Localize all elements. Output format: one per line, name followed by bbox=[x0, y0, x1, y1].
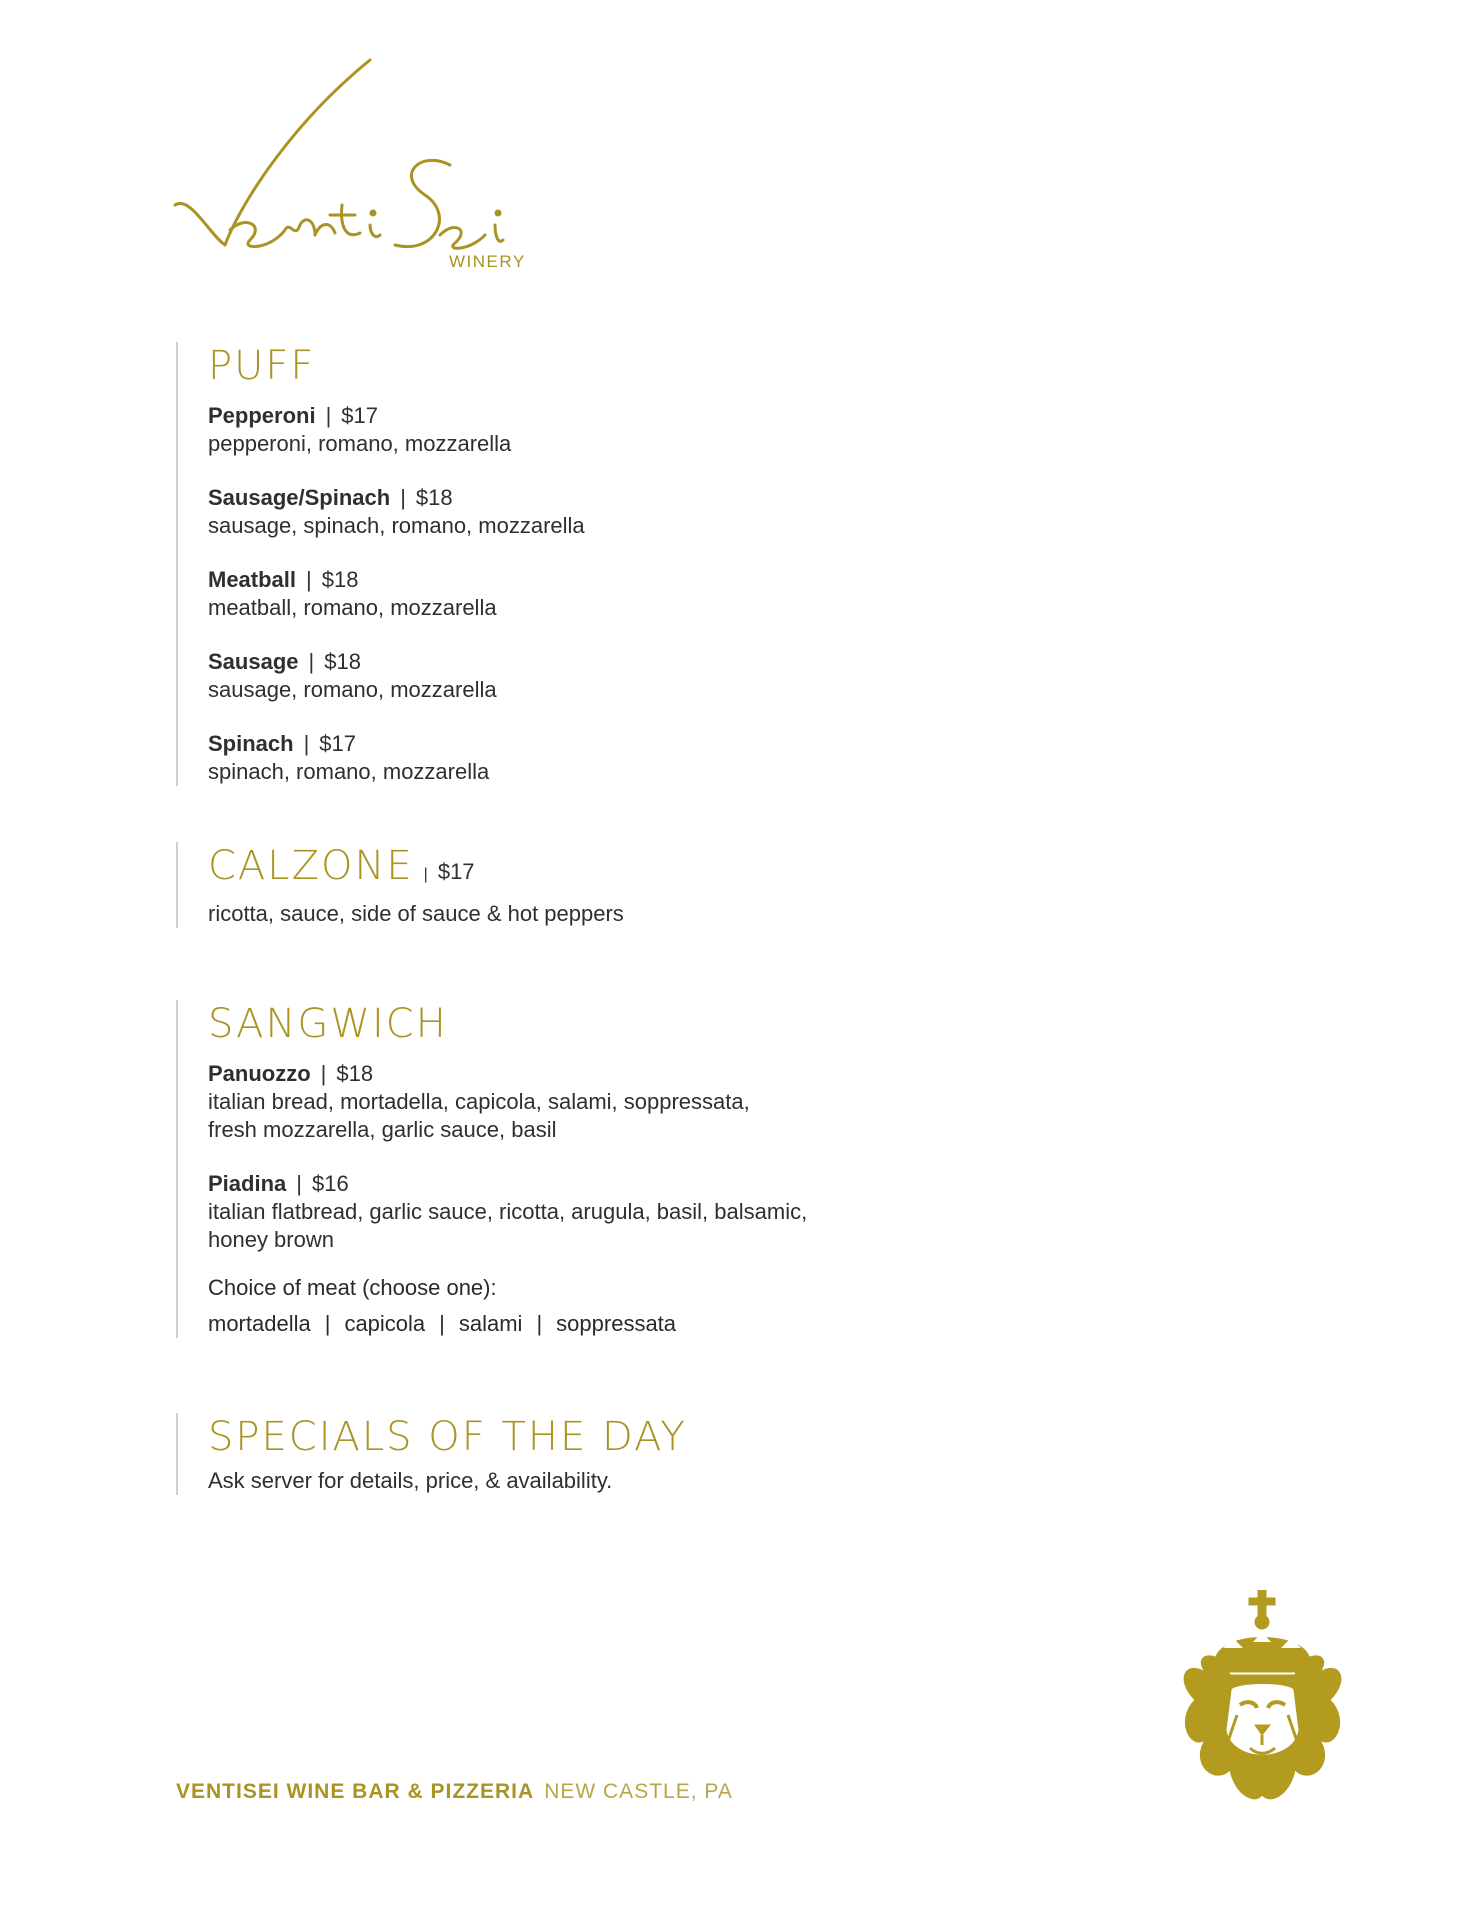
ventisei-logo bbox=[170, 55, 540, 275]
item-name: Piadina bbox=[208, 1171, 287, 1196]
item-description: honey brown bbox=[208, 1227, 334, 1252]
section-title: PUFF bbox=[208, 343, 316, 389]
section-puff bbox=[176, 342, 585, 786]
item-price: $18 bbox=[321, 567, 359, 592]
menu-item bbox=[208, 730, 585, 786]
item-description: italian flatbread, garlic sauce, ricotta, arugula, basil, balsamic, bbox=[208, 1199, 808, 1224]
item-price: $17 bbox=[341, 403, 379, 428]
ventisei-script-logo-icon bbox=[170, 55, 540, 275]
item-description: pepperoni, romano, mozzarella bbox=[208, 431, 512, 456]
separator: | bbox=[296, 1171, 302, 1196]
separator: | bbox=[308, 649, 315, 674]
item-description: italian bread, mortadella, capicola, salami, soppressata, bbox=[208, 1089, 750, 1114]
section-title: SANGWICH bbox=[208, 1001, 448, 1047]
item-name: Sausage/Spinach bbox=[208, 485, 391, 510]
section-title: CALZONE bbox=[208, 843, 414, 889]
item-price: $17 bbox=[437, 859, 475, 884]
logo-subtitle: WINERY bbox=[449, 252, 526, 271]
item-description: sausage, romano, mozzarella bbox=[208, 677, 497, 702]
section-title: SPECIALS OF THE DAY bbox=[208, 1414, 687, 1460]
menu-item bbox=[208, 402, 585, 458]
meat-choice-label: Choice of meat (choose one): bbox=[208, 1275, 497, 1300]
item-price: $18 bbox=[336, 1061, 374, 1086]
item-price: $18 bbox=[415, 485, 453, 510]
separator: | bbox=[423, 866, 428, 883]
meat-choice-list bbox=[208, 1310, 807, 1338]
menu-item bbox=[208, 484, 585, 540]
separator: | bbox=[400, 485, 406, 510]
item-description: fresh mozzarella, garlic sauce, basil bbox=[208, 1117, 557, 1142]
meat-choice-option: | capicola bbox=[311, 1311, 425, 1336]
item-name: Spinach bbox=[208, 731, 294, 756]
footer-brand: VENTISEI WINE BAR & PIZZERIA bbox=[176, 1780, 535, 1803]
menu-item bbox=[208, 1170, 807, 1254]
meat-choice-option: mortadella bbox=[208, 1311, 311, 1336]
section-calzone bbox=[176, 842, 624, 928]
menu-item bbox=[208, 1060, 807, 1144]
item-name: Pepperoni bbox=[208, 403, 316, 428]
menu-item bbox=[208, 566, 585, 622]
section-sangwich bbox=[176, 1000, 807, 1338]
section-specials bbox=[176, 1413, 687, 1495]
item-description: ricotta, sauce, side of sauce & hot peppers bbox=[208, 901, 624, 926]
separator: | bbox=[325, 403, 332, 428]
item-description: sausage, spinach, romano, mozzarella bbox=[208, 513, 585, 538]
item-name: Panuozzo bbox=[208, 1061, 311, 1086]
separator: | bbox=[320, 1061, 327, 1086]
item-price: $16 bbox=[311, 1171, 349, 1196]
item-description: meatball, romano, mozzarella bbox=[208, 595, 497, 620]
item-description: Ask server for details, price, & availability. bbox=[208, 1468, 613, 1493]
footer-location: NEW CASTLE, PA bbox=[544, 1780, 733, 1803]
separator: | bbox=[303, 731, 310, 756]
item-price: $18 bbox=[324, 649, 361, 674]
meat-choice-option: | soppressata bbox=[522, 1311, 676, 1336]
item-description: spinach, romano, mozzarella bbox=[208, 759, 490, 784]
item-price: $17 bbox=[319, 731, 357, 756]
lion-crest-icon bbox=[1175, 1590, 1350, 1810]
item-name: Sausage bbox=[208, 649, 299, 674]
item-name: Meatball bbox=[208, 567, 297, 592]
meat-choice-option: | salami bbox=[425, 1311, 522, 1336]
footer bbox=[176, 1780, 733, 1804]
separator: | bbox=[306, 567, 312, 592]
menu-item bbox=[208, 648, 585, 704]
